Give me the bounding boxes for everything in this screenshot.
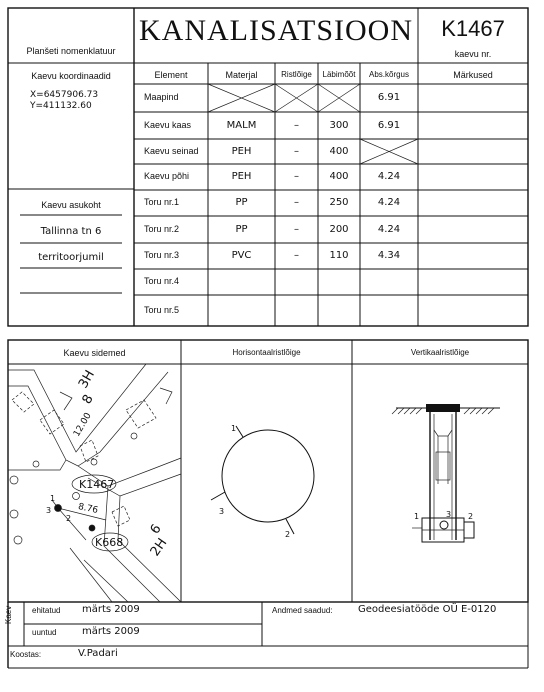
author-label: Koostas:: [10, 650, 42, 659]
coord-y: Y=411132.60: [30, 101, 92, 111]
updated-value: märts 2009: [82, 626, 140, 637]
source-value: Geodeesiatööde OÜ E-0120: [358, 604, 497, 615]
map-well-main: K1467: [79, 478, 115, 491]
well-code: K1467: [441, 16, 505, 41]
updated-label: uuntud: [32, 628, 57, 637]
map-label-2H: 2H: [147, 535, 171, 560]
map-pipe-3: 3: [46, 506, 52, 515]
table-cell-material: PEH: [231, 145, 252, 157]
source-label: Andmed saadud:: [272, 606, 333, 615]
vert-pipe-2: 2: [468, 512, 474, 521]
horizontal-section: [211, 426, 314, 534]
horiz-pipe-2: 2: [285, 530, 291, 539]
coord-x: X=6457906.73: [30, 90, 99, 100]
map-dist-b: 8.76: [77, 502, 99, 516]
table-cell-section: –: [294, 119, 299, 131]
table-cell-element: Toru nr.5: [144, 304, 180, 315]
table-cell-element: Maapind: [144, 92, 179, 102]
page-title: KANALISATSIOON: [139, 14, 413, 47]
table-cell-element: Kaevu põhi: [144, 171, 190, 181]
table-cell-material: MALM: [226, 119, 257, 131]
col-header-height: Abs.kõrgus: [368, 70, 410, 79]
table-cell-element: Toru nr.2: [144, 223, 180, 234]
horiz-pipe-1: 1: [231, 424, 237, 433]
map-label-6: 6: [147, 521, 165, 538]
map-well-other: K668: [95, 536, 124, 549]
location-line1: Tallinna tn 6: [40, 226, 102, 237]
col-header-section: Ristlõige: [281, 70, 312, 79]
coords-label: Kaevu koordinaadid: [31, 71, 111, 81]
col-header-diameter: Läbimõõt: [322, 70, 356, 79]
nomenclature-label: Planšeti nomenklatuur: [26, 46, 116, 56]
table-cell-element: Kaevu seinad: [144, 145, 199, 156]
table-cell-element: Kaevu kaas: [144, 119, 192, 130]
table-cell-diameter: 250: [329, 197, 349, 208]
well-code-label: kaevu nr.: [454, 49, 492, 59]
table-cell-diameter: 300: [329, 119, 349, 131]
table-cell-diameter: 400: [329, 171, 349, 182]
table-cell-section: –: [294, 145, 299, 157]
vertical-section: [392, 404, 500, 542]
table-cell-material: PP: [235, 223, 248, 235]
location-label: Kaevu asukoht: [41, 200, 101, 210]
col-header-material: Materjal: [225, 70, 258, 80]
horiz-pipe-3: 3: [219, 507, 225, 516]
established-label: ehitatud: [32, 606, 61, 615]
map-dist-a: 12.00: [72, 411, 94, 439]
table-cell-material: PVC: [231, 250, 252, 261]
map-label-8: 8: [79, 392, 97, 407]
table-cell-diameter: 110: [329, 250, 349, 261]
table-cell-height: 4.24: [377, 197, 401, 208]
table-cell-diameter: 400: [329, 145, 349, 157]
table-cell-diameter: 200: [329, 223, 349, 235]
table-cell-material: PEH: [231, 171, 252, 182]
established-value: märts 2009: [82, 604, 140, 615]
section-title-vertical: Vertikaalristlõige: [410, 348, 470, 357]
vert-pipe-1: 1: [414, 512, 420, 521]
table-cell-section: –: [294, 197, 299, 208]
section-title-horizontal: Horisontaalristlõige: [232, 348, 301, 357]
col-header-element: Element: [154, 70, 188, 80]
map-label-3H: 3H: [76, 367, 99, 392]
author-value: V.Padari: [78, 648, 118, 659]
table-cell-section: –: [294, 223, 299, 235]
table-cell-section: –: [294, 250, 299, 261]
map-pipe-2: 2: [66, 514, 72, 523]
table-cell-height: 4.34: [377, 250, 401, 261]
table-cell-element: Toru nr.1: [144, 197, 180, 207]
map-pipe-1: 1: [50, 494, 56, 503]
vert-pipe-3: 3: [446, 510, 452, 519]
footer-side-label: Kaev: [4, 605, 13, 624]
table-cell-height: 6.91: [377, 92, 401, 103]
table-cell-height: 4.24: [377, 223, 401, 235]
location-line2: territoorjumil: [38, 252, 104, 263]
col-header-notes: Märkused: [453, 70, 493, 80]
section-title-connections: Kaevu sidemed: [63, 348, 126, 358]
table-cell-height: 4.24: [377, 171, 401, 182]
table-cell-material: PP: [235, 197, 248, 208]
table-cell-section: –: [294, 171, 299, 182]
table-cell-height: 6.91: [377, 119, 401, 131]
table-cell-element: Toru nr.4: [144, 276, 180, 286]
table-cell-element: Toru nr.3: [144, 250, 180, 260]
